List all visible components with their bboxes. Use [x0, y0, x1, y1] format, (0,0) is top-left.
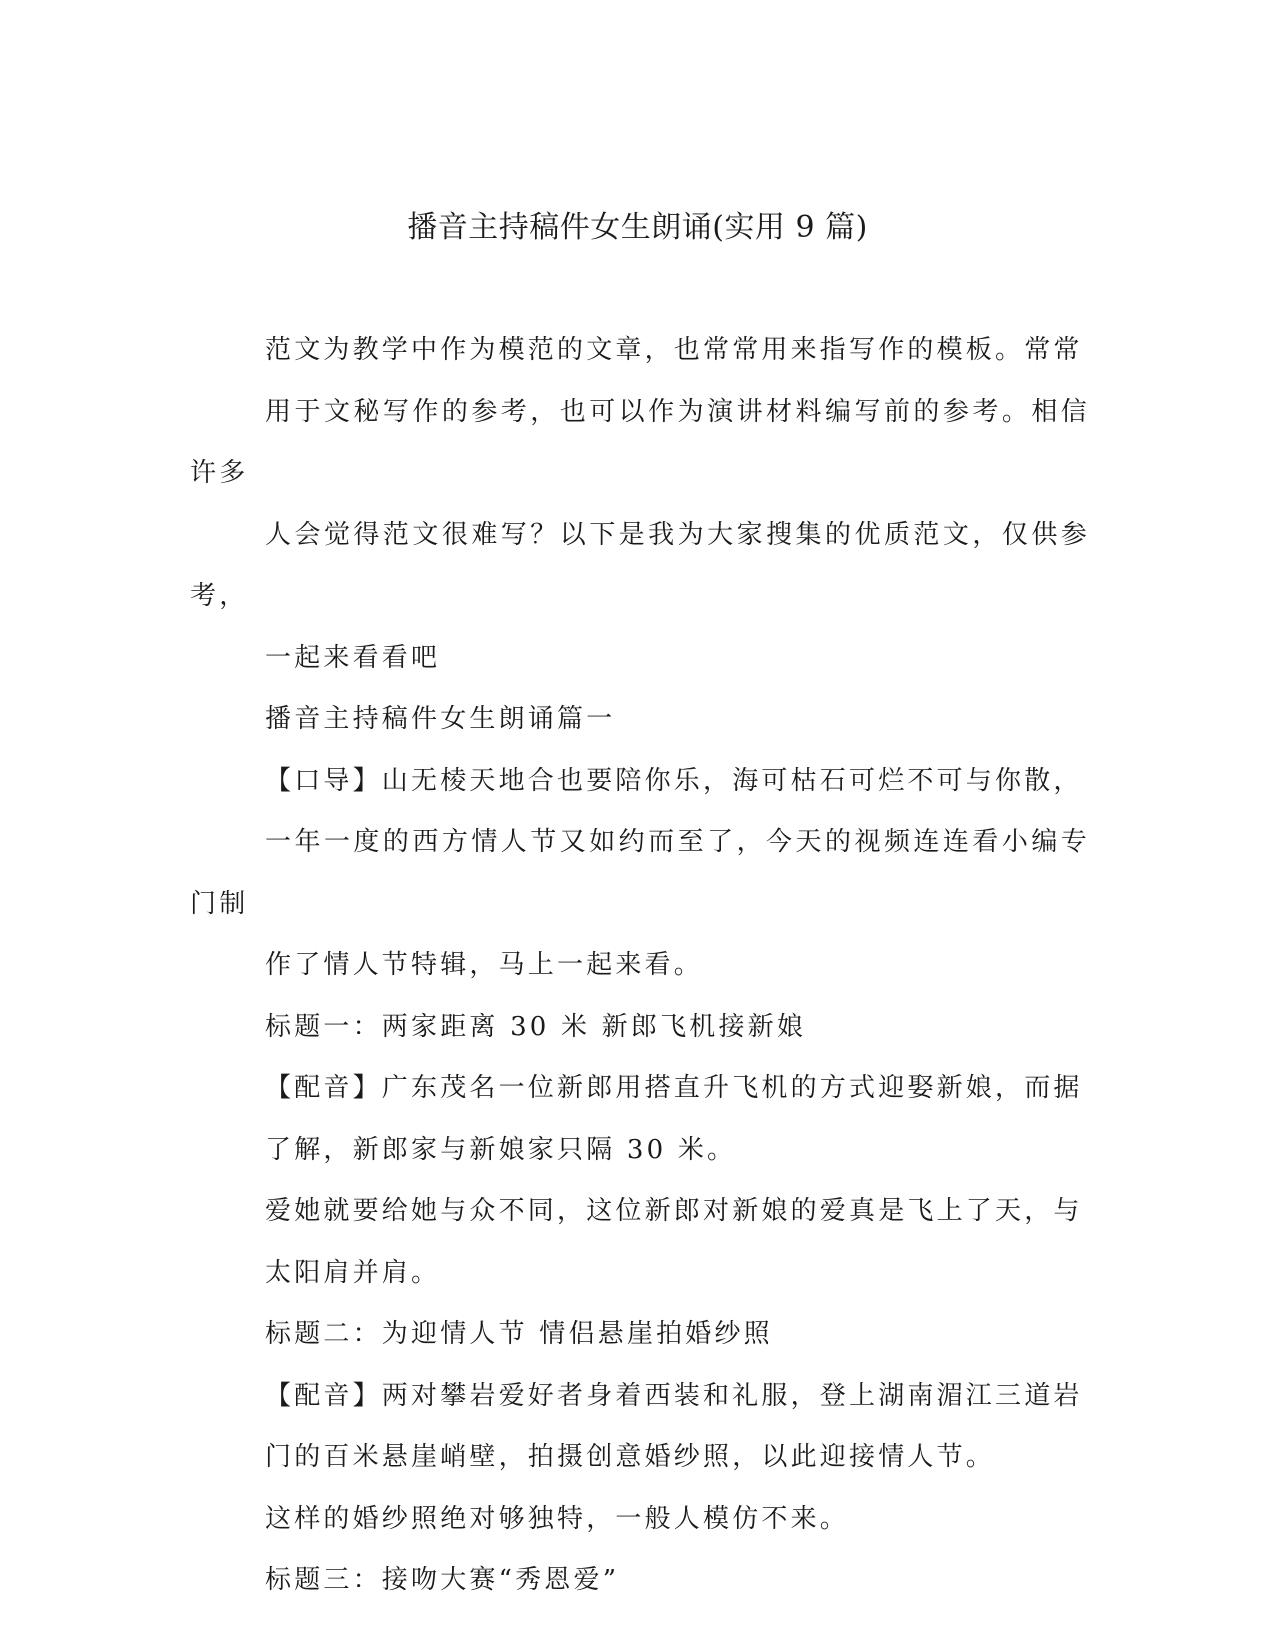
section-heading	[190, 689, 1090, 751]
text-line: 作了情人节特辑，马上一起来看。	[265, 950, 704, 980]
text-line: 太阳肩并肩。	[265, 1257, 441, 1288]
text-line: 标题二：为迎情人节 情侣悬崖拍婚纱照	[265, 1319, 773, 1349]
text-line: 【配音】两对攀岩爱好者身着西装和礼服，登上湖南湄江三道岩	[265, 1380, 1083, 1411]
paragraph-comment-one	[190, 1181, 1090, 1304]
paragraph-voiceover-two	[190, 1366, 1090, 1489]
text-line: 标题三：接吻大赛“秀恩爱”	[265, 1565, 620, 1595]
text-line: 爱她就要给她与众不同，这位新郎对新娘的爱真是飞上了天，与	[265, 1196, 1083, 1226]
text-line: 用于文秘写作的参考，也可以作为演讲材料编写前的参考。相信许多	[190, 396, 1090, 488]
document-body	[190, 320, 1090, 1612]
text-line: 范文为教学中作为模范的文章，也常常用来指写作的模板。常常	[265, 335, 1083, 365]
text-line: 一起来看看吧	[265, 642, 441, 673]
subheading-two	[190, 1304, 1090, 1366]
text-line: 一年一度的西方情人节又如约而至了，今天的视频连连看小编专门制	[190, 827, 1090, 919]
paragraph-lead	[190, 751, 1090, 997]
text-line: 这样的婚纱照绝对够独特，一般人模仿不来。	[265, 1503, 850, 1534]
text-line: 【口导】山无棱天地合也要陪你乐，海可枯石可烂不可与你散，	[265, 765, 1083, 796]
text-line: 门的百米悬崖峭壁，拍摄创意婚纱照，以此迎接情人节。	[265, 1442, 996, 1472]
document-title: 播音主持稿件女生朗诵(实用 9 篇)	[407, 210, 868, 245]
paragraph-comment-two	[190, 1489, 1090, 1551]
paragraph-intro	[190, 320, 1090, 689]
text-line: 了解，新郎家与新娘家只隔 30 米。	[265, 1134, 737, 1165]
text-line: 标题一：两家距离 30 米 新郎飞机接新娘	[265, 1011, 807, 1042]
paragraph-voiceover-one	[190, 1058, 1090, 1181]
text-line: 播音主持稿件女生朗诵篇一	[265, 704, 616, 734]
text-line: 人会觉得范文很难写？以下是我为大家搜集的优质范文，仅供参考，	[190, 519, 1090, 611]
subheading-one	[190, 997, 1090, 1059]
text-line: 【配音】广东茂名一位新郎用搭直升飞机的方式迎娶新娘，而据	[265, 1073, 1083, 1103]
subheading-three	[190, 1550, 1090, 1612]
